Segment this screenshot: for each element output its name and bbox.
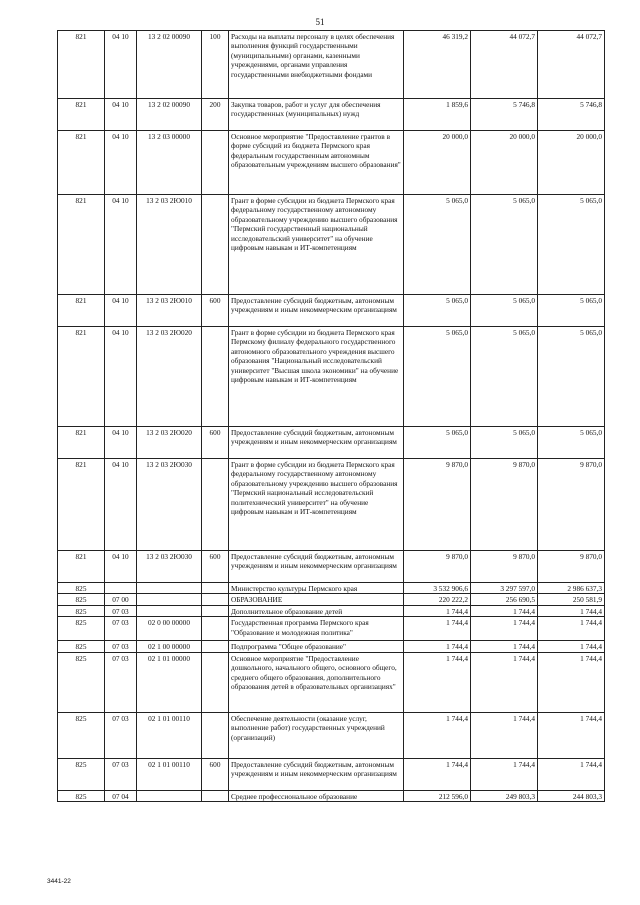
item-name-cell: Министерство культуры Пермского края bbox=[229, 583, 404, 594]
ministry-code-cell: 825 bbox=[58, 583, 105, 594]
amount-year2-cell: 1 744,4 bbox=[471, 605, 538, 616]
amount-year2-cell: 249 803,3 bbox=[471, 790, 538, 801]
expense-type-cell: 600 bbox=[202, 758, 229, 790]
item-name-cell: Грант в форме субсидии из бюджета Пермского края федеральному государственному автономному образовательному учреждению высшего образования "Пермский государственный национальный исследовательский университет" на обучение цифровым навыкам и ИТ-компетенциям bbox=[229, 195, 404, 295]
item-name-cell: Грант в форме субсидии из бюджета Пермского края федеральному государственному автономному образовательному учреждению высшего образования "Пермский национальный исследовательский политехнический университет" на обучение цифровым навыкам и ИТ-компетенциям bbox=[229, 459, 404, 551]
amount-year1-cell: 5 065,0 bbox=[404, 295, 471, 327]
item-name-cell: Расходы на выплаты персоналу в целях обеспечения выполнения функций государственными (муниципальными) органами, казенными учреждениями, органами управления государственными внебюджетными фондами bbox=[229, 31, 404, 99]
item-name-cell: Обеспечение деятельности (оказание услуг, выполнение работ) государственных учреждений (организаций) bbox=[229, 712, 404, 758]
section-code-cell: 04 10 bbox=[105, 131, 137, 195]
table-row bbox=[58, 594, 605, 605]
amount-year3-cell: 44 072,7 bbox=[538, 31, 605, 99]
expense-type-cell bbox=[202, 594, 229, 605]
amount-year3-cell: 9 870,0 bbox=[538, 459, 605, 551]
expense-type-cell: 600 bbox=[202, 295, 229, 327]
amount-year2-cell: 256 690,5 bbox=[471, 594, 538, 605]
item-name-cell: Дополнительное образование детей bbox=[229, 605, 404, 616]
table-row bbox=[58, 790, 605, 801]
target-article-cell bbox=[137, 605, 202, 616]
target-article-cell: 02 1 01 00110 bbox=[137, 758, 202, 790]
expense-type-cell bbox=[202, 605, 229, 616]
amount-year1-cell: 9 870,0 bbox=[404, 551, 471, 583]
expense-type-cell bbox=[202, 327, 229, 427]
amount-year1-cell: 212 596,0 bbox=[404, 790, 471, 801]
amount-year3-cell: 5 065,0 bbox=[538, 427, 605, 459]
budget-table-body bbox=[58, 31, 605, 802]
amount-year2-cell: 1 744,4 bbox=[471, 712, 538, 758]
section-code-cell: 07 03 bbox=[105, 712, 137, 758]
expense-type-cell: 200 bbox=[202, 99, 229, 131]
amount-year1-cell: 5 065,0 bbox=[404, 327, 471, 427]
target-article-cell: 13 2 03 2Ю010 bbox=[137, 295, 202, 327]
item-name-cell: Подпрограмма "Общее образование" bbox=[229, 641, 404, 652]
section-code-cell: 07 03 bbox=[105, 758, 137, 790]
item-name-cell: Предоставление субсидий бюджетным, автономным учреждениям и иным некоммерческим организациям bbox=[229, 295, 404, 327]
amount-year2-cell: 5 065,0 bbox=[471, 327, 538, 427]
target-article-cell: 13 2 03 2Ю020 bbox=[137, 327, 202, 427]
target-article-cell: 13 2 02 00090 bbox=[137, 31, 202, 99]
amount-year2-cell: 20 000,0 bbox=[471, 131, 538, 195]
amount-year3-cell: 1 744,4 bbox=[538, 712, 605, 758]
table-row bbox=[58, 427, 605, 459]
expense-type-cell bbox=[202, 641, 229, 652]
amount-year3-cell: 250 581,9 bbox=[538, 594, 605, 605]
budget-table bbox=[57, 30, 605, 802]
amount-year3-cell: 1 744,4 bbox=[538, 652, 605, 712]
target-article-cell bbox=[137, 583, 202, 594]
table-row bbox=[58, 605, 605, 616]
target-article-cell: 13 2 03 2Ю020 bbox=[137, 427, 202, 459]
amount-year2-cell: 1 744,4 bbox=[471, 758, 538, 790]
expense-type-cell bbox=[202, 712, 229, 758]
amount-year3-cell: 1 744,4 bbox=[538, 641, 605, 652]
amount-year1-cell: 3 532 906,6 bbox=[404, 583, 471, 594]
table-row bbox=[58, 583, 605, 594]
amount-year3-cell: 5 065,0 bbox=[538, 195, 605, 295]
section-code-cell: 07 00 bbox=[105, 594, 137, 605]
table-row bbox=[58, 712, 605, 758]
ministry-code-cell: 821 bbox=[58, 131, 105, 195]
amount-year3-cell: 5 065,0 bbox=[538, 295, 605, 327]
expense-type-cell bbox=[202, 459, 229, 551]
item-name-cell: Предоставление субсидий бюджетным, автономным учреждениям и иным некоммерческим организациям bbox=[229, 758, 404, 790]
amount-year1-cell: 1 859,6 bbox=[404, 99, 471, 131]
footer-code: 3441-22 bbox=[47, 878, 71, 885]
amount-year2-cell: 9 870,0 bbox=[471, 551, 538, 583]
amount-year1-cell: 1 744,4 bbox=[404, 605, 471, 616]
item-name-cell: ОБРАЗОВАНИЕ bbox=[229, 594, 404, 605]
section-code-cell: 07 03 bbox=[105, 617, 137, 641]
ministry-code-cell: 821 bbox=[58, 327, 105, 427]
ministry-code-cell: 821 bbox=[58, 551, 105, 583]
amount-year1-cell: 1 744,4 bbox=[404, 641, 471, 652]
table-row bbox=[58, 131, 605, 195]
item-name-cell: Предоставление субсидий бюджетным, автономным учреждениям и иным некоммерческим организациям bbox=[229, 427, 404, 459]
table-row bbox=[58, 31, 605, 99]
ministry-code-cell: 825 bbox=[58, 652, 105, 712]
target-article-cell: 02 0 00 00000 bbox=[137, 617, 202, 641]
item-name-cell: Закупка товаров, работ и услуг для обеспечения государственных (муниципальных) нужд bbox=[229, 99, 404, 131]
item-name-cell: Грант в форме субсидии из бюджета Пермского края Пермскому филиалу федерального государственного автономного образовательного учреждения высшего образования "Национальный исследовательский университет "Высшая школа экономики" на обучение цифровым навыкам и ИТ-компетенциям bbox=[229, 327, 404, 427]
table-row bbox=[58, 99, 605, 131]
target-article-cell bbox=[137, 790, 202, 801]
target-article-cell: 02 1 01 00110 bbox=[137, 712, 202, 758]
table-row bbox=[58, 641, 605, 652]
amount-year1-cell: 20 000,0 bbox=[404, 131, 471, 195]
amount-year1-cell: 1 744,4 bbox=[404, 712, 471, 758]
table-row bbox=[58, 551, 605, 583]
amount-year1-cell: 9 870,0 bbox=[404, 459, 471, 551]
amount-year2-cell: 1 744,4 bbox=[471, 617, 538, 641]
amount-year2-cell: 9 870,0 bbox=[471, 459, 538, 551]
section-code-cell: 07 04 bbox=[105, 790, 137, 801]
amount-year2-cell: 1 744,4 bbox=[471, 652, 538, 712]
expense-type-cell bbox=[202, 617, 229, 641]
amount-year1-cell: 1 744,4 bbox=[404, 652, 471, 712]
amount-year1-cell: 1 744,4 bbox=[404, 758, 471, 790]
amount-year2-cell: 5 065,0 bbox=[471, 427, 538, 459]
ministry-code-cell: 821 bbox=[58, 459, 105, 551]
amount-year2-cell: 5 065,0 bbox=[471, 295, 538, 327]
item-name-cell: Среднее профессиональное образование bbox=[229, 790, 404, 801]
target-article-cell: 13 2 02 00090 bbox=[137, 99, 202, 131]
amount-year3-cell: 1 744,4 bbox=[538, 758, 605, 790]
section-code-cell: 04 10 bbox=[105, 551, 137, 583]
page-number: 51 bbox=[315, 17, 325, 27]
expense-type-cell: 100 bbox=[202, 31, 229, 99]
section-code-cell: 04 10 bbox=[105, 295, 137, 327]
table-row bbox=[58, 758, 605, 790]
item-name-cell: Предоставление субсидий бюджетным, автономным учреждениям и иным некоммерческим организациям bbox=[229, 551, 404, 583]
section-code-cell: 04 10 bbox=[105, 195, 137, 295]
section-code-cell: 04 10 bbox=[105, 31, 137, 99]
amount-year1-cell: 1 744,4 bbox=[404, 617, 471, 641]
target-article-cell: 02 1 00 00000 bbox=[137, 641, 202, 652]
item-name-cell: Основное мероприятие "Предоставление грантов в форме субсидий из бюджета Пермского края федеральным государственным автономным образовательным учреждениям высшего образования" bbox=[229, 131, 404, 195]
ministry-code-cell: 821 bbox=[58, 31, 105, 99]
target-article-cell: 13 2 03 2Ю030 bbox=[137, 551, 202, 583]
section-code-cell: 04 10 bbox=[105, 327, 137, 427]
target-article-cell bbox=[137, 594, 202, 605]
table-row bbox=[58, 617, 605, 641]
expense-type-cell bbox=[202, 131, 229, 195]
table-row bbox=[58, 652, 605, 712]
table-row bbox=[58, 459, 605, 551]
section-code-cell: 07 03 bbox=[105, 605, 137, 616]
ministry-code-cell: 825 bbox=[58, 790, 105, 801]
amount-year2-cell: 1 744,4 bbox=[471, 641, 538, 652]
table-row bbox=[58, 195, 605, 295]
amount-year2-cell: 44 072,7 bbox=[471, 31, 538, 99]
item-name-cell: Основное мероприятие "Предоставление дошкольного, начального общего, основного общего, среднего общего образования, дополнительного образования детей в образовательных организациях" bbox=[229, 652, 404, 712]
ministry-code-cell: 825 bbox=[58, 758, 105, 790]
ministry-code-cell: 825 bbox=[58, 617, 105, 641]
table-row bbox=[58, 295, 605, 327]
item-name-cell: Государственная программа Пермского края "Образование и молодежная политика" bbox=[229, 617, 404, 641]
expense-type-cell bbox=[202, 583, 229, 594]
amount-year3-cell: 5 746,8 bbox=[538, 99, 605, 131]
amount-year3-cell: 2 986 637,3 bbox=[538, 583, 605, 594]
ministry-code-cell: 825 bbox=[58, 712, 105, 758]
expense-type-cell bbox=[202, 790, 229, 801]
section-code-cell: 04 10 bbox=[105, 459, 137, 551]
ministry-code-cell: 821 bbox=[58, 427, 105, 459]
section-code-cell: 07 03 bbox=[105, 652, 137, 712]
amount-year1-cell: 220 222,2 bbox=[404, 594, 471, 605]
section-code-cell bbox=[105, 583, 137, 594]
target-article-cell: 13 2 03 2Ю010 bbox=[137, 195, 202, 295]
ministry-code-cell: 825 bbox=[58, 594, 105, 605]
target-article-cell: 13 2 03 00000 bbox=[137, 131, 202, 195]
ministry-code-cell: 825 bbox=[58, 641, 105, 652]
ministry-code-cell: 821 bbox=[58, 295, 105, 327]
section-code-cell: 04 10 bbox=[105, 427, 137, 459]
target-article-cell: 13 2 03 2Ю030 bbox=[137, 459, 202, 551]
amount-year2-cell: 5 746,8 bbox=[471, 99, 538, 131]
ministry-code-cell: 821 bbox=[58, 195, 105, 295]
amount-year3-cell: 5 065,0 bbox=[538, 327, 605, 427]
section-code-cell: 04 10 bbox=[105, 99, 137, 131]
section-code-cell: 07 03 bbox=[105, 641, 137, 652]
ministry-code-cell: 821 bbox=[58, 99, 105, 131]
expense-type-cell: 600 bbox=[202, 551, 229, 583]
amount-year3-cell: 9 870,0 bbox=[538, 551, 605, 583]
amount-year3-cell: 244 803,3 bbox=[538, 790, 605, 801]
amount-year1-cell: 5 065,0 bbox=[404, 195, 471, 295]
amount-year3-cell: 20 000,0 bbox=[538, 131, 605, 195]
amount-year2-cell: 3 297 597,0 bbox=[471, 583, 538, 594]
expense-type-cell: 600 bbox=[202, 427, 229, 459]
ministry-code-cell: 825 bbox=[58, 605, 105, 616]
expense-type-cell bbox=[202, 195, 229, 295]
amount-year1-cell: 46 319,2 bbox=[404, 31, 471, 99]
target-article-cell: 02 1 01 00000 bbox=[137, 652, 202, 712]
table-row bbox=[58, 327, 605, 427]
amount-year1-cell: 5 065,0 bbox=[404, 427, 471, 459]
expense-type-cell bbox=[202, 652, 229, 712]
amount-year2-cell: 5 065,0 bbox=[471, 195, 538, 295]
amount-year3-cell: 1 744,4 bbox=[538, 617, 605, 641]
amount-year3-cell: 1 744,4 bbox=[538, 605, 605, 616]
